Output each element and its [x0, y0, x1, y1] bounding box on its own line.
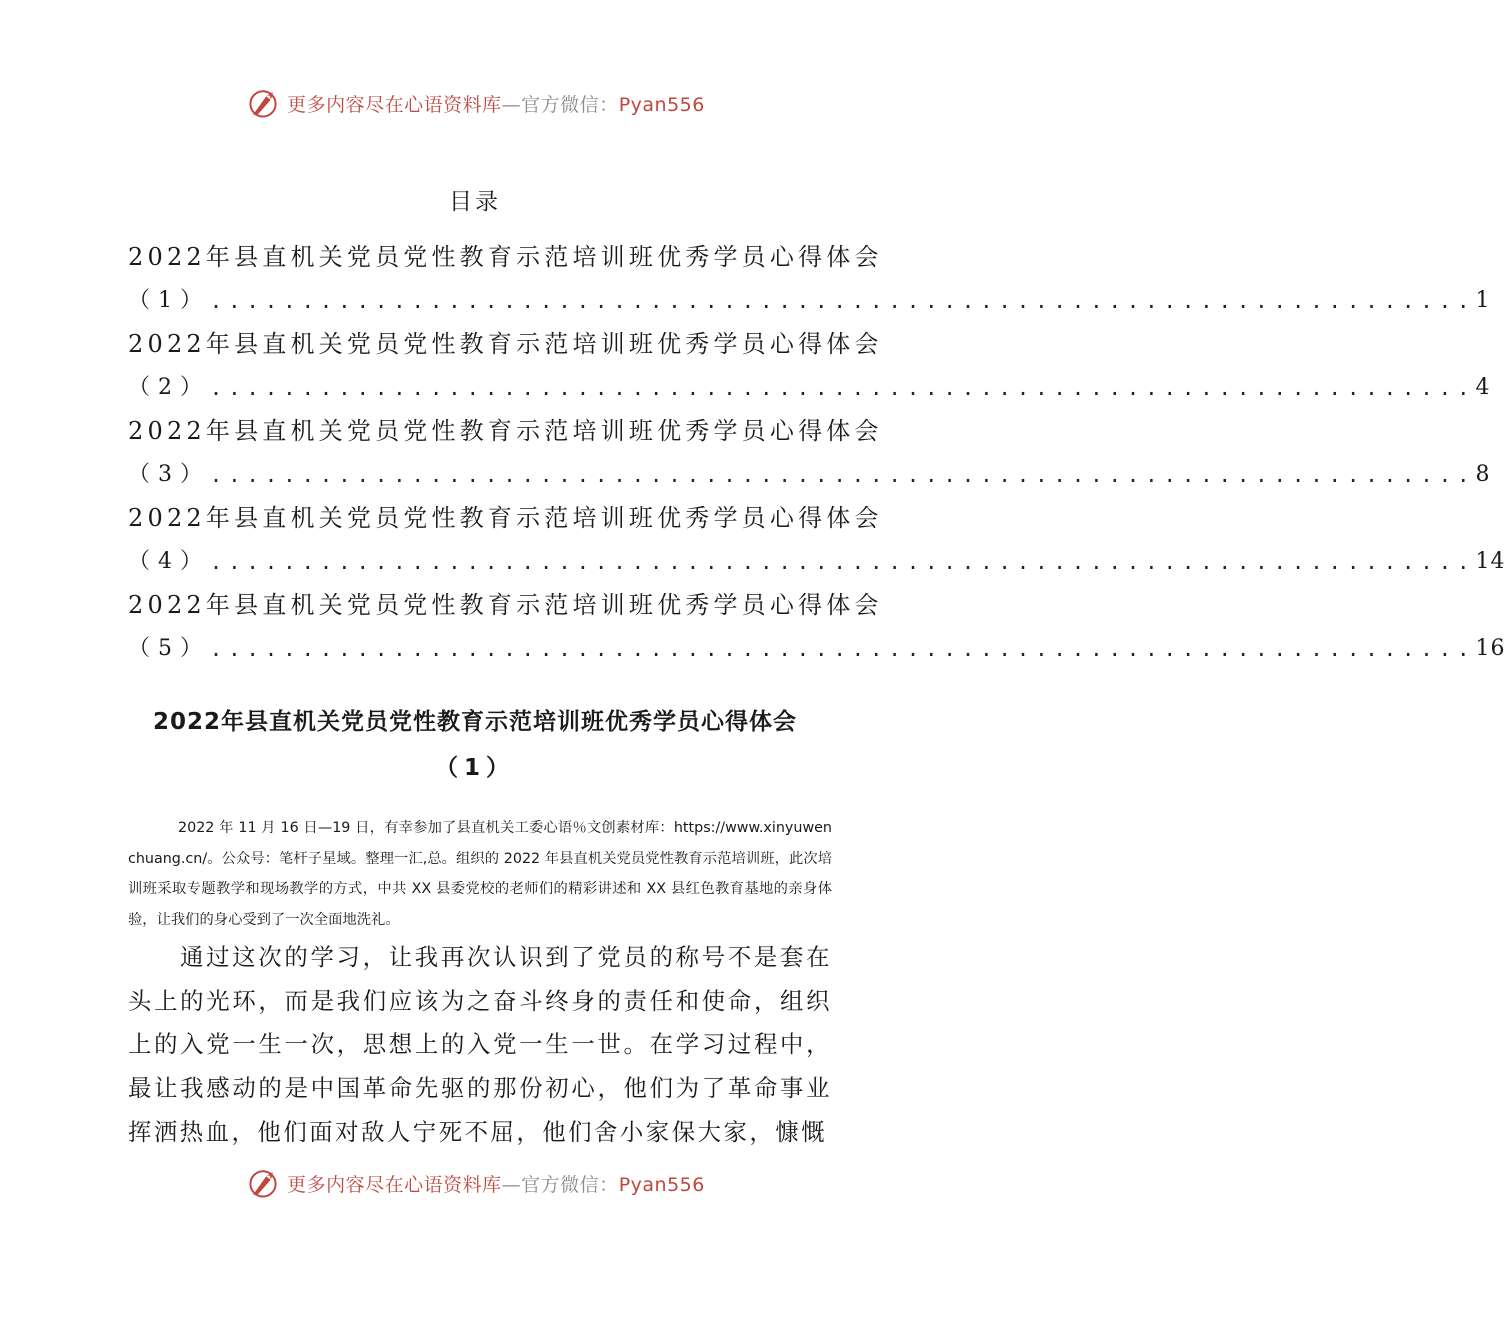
toc-dot-leader: .....................................................................: [210, 463, 1476, 487]
toc-entry-number: （2）: [128, 375, 210, 400]
toc-entry-title: 2022年县直机关党员党性教育示范培训班优秀学员心得体会: [128, 243, 883, 271]
table-of-contents: [128, 236, 1506, 671]
footer-watermark-banner: [0, 1158, 950, 1208]
body-paragraph: 通过这次的学习，让我再次认识到了党员的称号不是套在头上的光环，而是我们应该为之奋斗终身的责任和使命，组织上的入党一生一次，思想上的入党一生一世。在学习过程中，最让我感动的是中国革命先驱的那份初心，他们为了革命事业挥洒热血，他们面对敌人宁死不屈，他们舍小家保大家，慷慨: [128, 943, 832, 1146]
toc-entry[interactable]: [128, 584, 1506, 671]
toc-entry-number: （4）: [128, 549, 210, 574]
toc-entry-title: 2022年县直机关党员党性教育示范培训班优秀学员心得体会: [128, 591, 883, 619]
toc-entry[interactable]: [128, 323, 1491, 410]
toc-entry-page: 14: [1475, 549, 1506, 574]
intro-paragraph: 2022 年 11 月 16 日—19 日，有幸参加了县直机关工委心语％文创素材库：https://www.xinyuwenchuang.cn/。公众号：笔杆子星域。整理一汇,总。组织的 2022 年县直机关党员党性教育示范培训班，此次培训班采取专题教学和现场教学的方式，中共 XX 县委党校的老师们的精彩讲述和 XX 县红色教育基地的亲身体验，让我们的身心受到了一次全面地洗礼。: [128, 820, 832, 928]
pen-nib-logo-icon: [245, 1165, 281, 1201]
watermark-wechat-id: Pyan556: [618, 1173, 705, 1196]
watermark-text: [287, 1170, 705, 1197]
toc-entry-number: （3）: [128, 462, 210, 487]
section-heading-number: （1）: [434, 755, 515, 781]
toc-entry[interactable]: [128, 410, 1491, 497]
watermark-text: [287, 90, 705, 117]
toc-entry-page: 8: [1475, 462, 1491, 487]
toc-entry[interactable]: [128, 497, 1506, 584]
watermark-wechat-label: —官方微信：: [501, 1173, 619, 1196]
toc-entry-title: 2022年县直机关党员党性教育示范培训班优秀学员心得体会: [128, 417, 883, 445]
watermark-library-name: 更多内容尽在心语资料库: [287, 93, 502, 116]
toc-entry-page: 16: [1475, 636, 1506, 661]
watermark-wechat-id: Pyan556: [618, 93, 705, 116]
toc-dot-leader: .....................................................................: [210, 289, 1476, 313]
toc-title: 目录: [449, 189, 501, 215]
toc-entry-title: 2022年县直机关党员党性教育示范培训班优秀学员心得体会: [128, 330, 883, 358]
header-watermark-banner: [0, 78, 950, 128]
toc-entry-number: （5）: [128, 636, 210, 661]
watermark-library-name: 更多内容尽在心语资料库: [287, 1173, 502, 1196]
toc-entry-page: 1: [1475, 288, 1491, 313]
toc-dot-leader: .....................................................................: [210, 550, 1476, 574]
section-heading-title: 2022年县直机关党员党性教育示范培训班优秀学员心得体会: [152, 709, 797, 735]
toc-entry[interactable]: [128, 236, 1491, 323]
toc-dot-leader: .....................................................................: [210, 637, 1476, 661]
toc-entry-page: 4: [1475, 375, 1491, 400]
toc-dot-leader: .....................................................................: [210, 376, 1476, 400]
watermark-wechat-label: —官方微信：: [501, 93, 619, 116]
pen-nib-logo-icon: [245, 85, 281, 121]
toc-entry-title: 2022年县直机关党员党性教育示范培训班优秀学员心得体会: [128, 504, 883, 532]
toc-entry-number: （1）: [128, 288, 210, 313]
section-heading: [0, 702, 950, 788]
